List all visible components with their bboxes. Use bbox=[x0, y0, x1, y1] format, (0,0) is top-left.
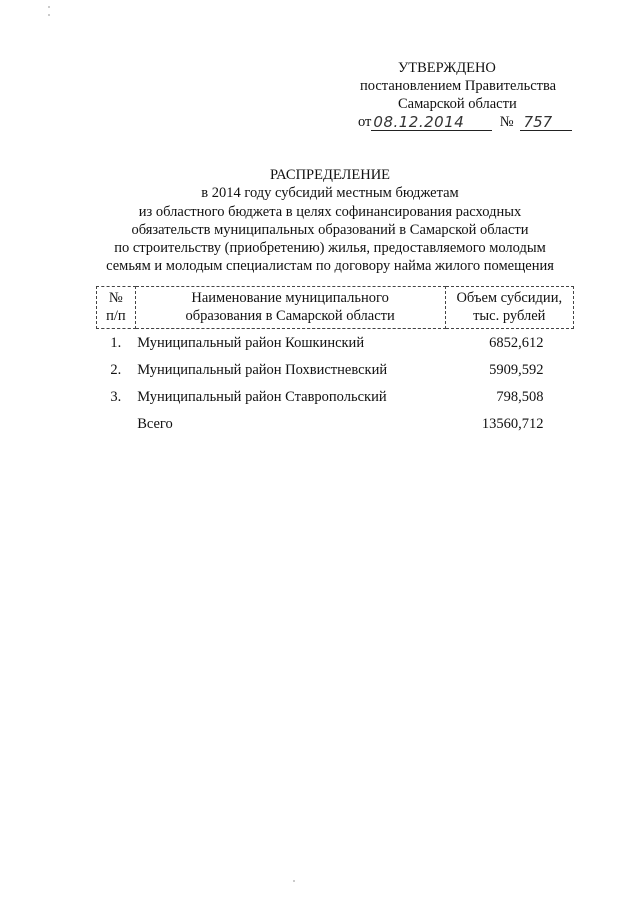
total-amount: 13560,712 bbox=[481, 416, 544, 432]
document-title: РАСПРЕДЕЛЕНИЕ bbox=[269, 167, 391, 183]
row-name: Муниципальный район Ставропольский bbox=[137, 389, 387, 405]
row-num: 2. bbox=[110, 362, 122, 378]
approval-date-number bbox=[352, 113, 572, 131]
approval-stamp bbox=[352, 59, 572, 131]
row-amount: 798,508 bbox=[496, 389, 544, 405]
row-amount: 6852,612 bbox=[489, 335, 544, 351]
handwritten-number: 757 bbox=[520, 114, 572, 131]
header-name bbox=[135, 287, 445, 329]
subtitle-line: семьям и молодым специалистам по договору найма жилого помещения bbox=[106, 258, 554, 275]
row-num: 3. bbox=[110, 389, 122, 405]
header-amount-line2: тыс. рублей bbox=[473, 308, 546, 324]
table-row bbox=[97, 356, 574, 383]
table-header-row bbox=[97, 287, 574, 329]
header-num bbox=[97, 287, 136, 329]
header-name-line1: Наименование муниципального bbox=[191, 290, 389, 306]
row-name: Муниципальный район Похвистневский bbox=[137, 362, 388, 378]
header-num-line2: п/п bbox=[106, 308, 126, 324]
header-amount bbox=[445, 287, 573, 329]
date-prefix: от bbox=[358, 114, 372, 130]
total-num bbox=[97, 410, 136, 437]
row-amount: 5909,592 bbox=[489, 362, 544, 378]
table-row bbox=[97, 383, 574, 410]
header-num-line1: № bbox=[108, 290, 123, 306]
table-total-row bbox=[97, 410, 574, 437]
row-num: 1. bbox=[110, 335, 122, 351]
approval-line-resolution: постановлением Правительства bbox=[360, 78, 557, 94]
total-label: Всего bbox=[137, 416, 173, 432]
subtitle-line: обязательств муниципальных образований в Самарской области bbox=[131, 221, 529, 238]
approval-title: УТВЕРЖДЕНО bbox=[398, 60, 496, 76]
subtitle-line: из областного бюджета в целях софинансирования расходных bbox=[138, 203, 522, 220]
row-name: Муниципальный район Кошкинский bbox=[137, 335, 365, 351]
distribution-table bbox=[96, 286, 574, 437]
table-row bbox=[97, 329, 574, 357]
header-amount-line1: Объем субсидии, bbox=[456, 290, 563, 306]
approval-line-region: Самарской области bbox=[398, 96, 517, 112]
header-name-line2: образования в Самарской области bbox=[185, 308, 395, 324]
number-prefix: № bbox=[499, 114, 514, 130]
handwritten-date: 08.12.2014 bbox=[371, 114, 491, 131]
subtitle-line: в 2014 году субсидий местным бюджетам bbox=[201, 185, 459, 202]
subtitle-line: по строительству (приобретению) жилья, предоставляемого молодым bbox=[114, 240, 546, 257]
document-heading bbox=[60, 166, 600, 276]
